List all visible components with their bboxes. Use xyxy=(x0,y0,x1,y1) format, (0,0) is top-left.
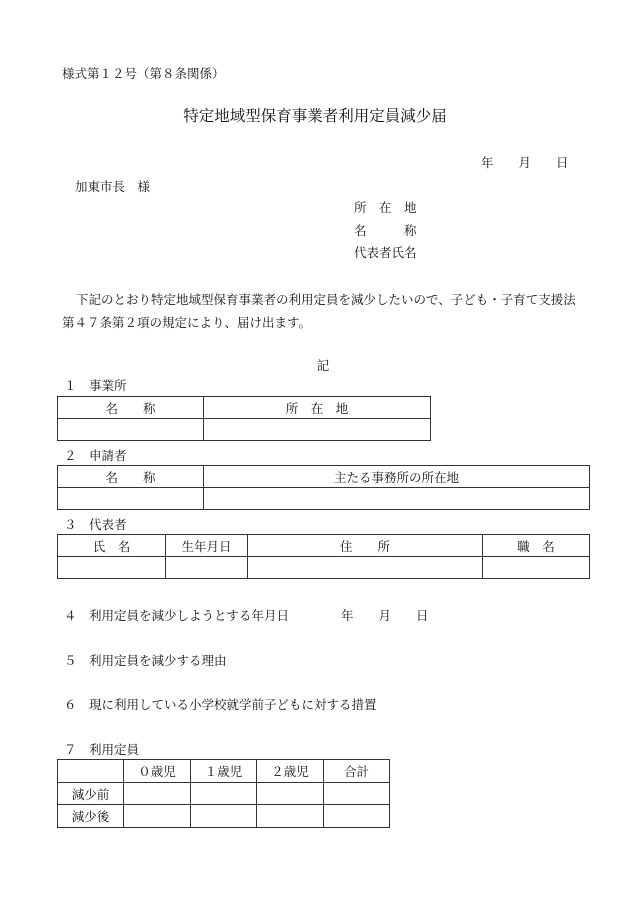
before-reduction-label: 減少前 xyxy=(58,783,124,805)
rep-address-header: 住 所 xyxy=(248,535,483,557)
before-age0-cell[interactable] xyxy=(124,783,191,805)
capacity-corner-cell xyxy=(58,760,124,783)
address-label: 所 在 地 xyxy=(354,200,417,215)
facility-name-cell[interactable] xyxy=(58,419,204,441)
capacity-table xyxy=(57,759,390,828)
section7-heading: ７ 利用定員 xyxy=(64,742,140,757)
applicant-office-header: 主たる事務所の所在地 xyxy=(204,466,590,488)
name-label: 名 称 xyxy=(354,223,417,238)
representative-label: 代表者氏名 xyxy=(354,245,417,260)
section2-heading: ２ 申請者 xyxy=(64,448,127,463)
representative-table xyxy=(57,534,590,579)
reduction-date: 年 月 日 xyxy=(341,608,429,623)
facility-address-header: 所 在 地 xyxy=(204,397,431,419)
rep-birthdate-header: 生年月日 xyxy=(166,535,248,557)
addressee: 加東市長 様 xyxy=(75,179,151,194)
facility-name-header: 名 称 xyxy=(58,397,204,419)
rep-title-cell[interactable] xyxy=(483,557,590,579)
before-total-cell[interactable] xyxy=(324,783,390,805)
section5-label: ５ 利用定員を減少する理由 xyxy=(64,653,227,668)
after-age0-cell[interactable] xyxy=(124,805,191,828)
applicant-table xyxy=(57,465,590,510)
rep-name-cell[interactable] xyxy=(58,557,166,579)
after-age1-cell[interactable] xyxy=(191,805,257,828)
age2-header: ２歳児 xyxy=(257,760,324,783)
total-header: 合計 xyxy=(324,760,390,783)
applicant-office-cell[interactable] xyxy=(204,488,590,510)
rep-birthdate-cell[interactable] xyxy=(166,557,248,579)
after-reduction-label: 減少後 xyxy=(58,805,124,828)
facility-table xyxy=(57,396,431,441)
after-age2-cell[interactable] xyxy=(257,805,324,828)
page-title: 特定地域型保育事業者利用定員減少届 xyxy=(183,107,447,125)
age1-header: １歳児 xyxy=(191,760,257,783)
applicant-name-header: 名 称 xyxy=(58,466,204,488)
before-age1-cell[interactable] xyxy=(191,783,257,805)
submission-date: 年 月 日 xyxy=(481,155,569,170)
before-age2-cell[interactable] xyxy=(257,783,324,805)
rep-title-header: 職 名 xyxy=(483,535,590,557)
rep-address-cell[interactable] xyxy=(248,557,483,579)
body-text-line1: 下記のとおり特定地域型保育事業者の利用定員を減少したいので、子ども・子育て支援法 xyxy=(76,292,576,307)
form-number: 様式第１２号（第８条関係） xyxy=(62,66,225,81)
after-total-cell[interactable] xyxy=(324,805,390,828)
body-text-line2: 第４７条第２項の規定により、届け出ます。 xyxy=(62,315,312,330)
ki-heading: 記 xyxy=(316,358,330,373)
section3-heading: ３ 代表者 xyxy=(64,517,127,532)
age0-header: ０歳児 xyxy=(124,760,191,783)
applicant-name-cell[interactable] xyxy=(58,488,204,510)
section6-label: ６ 現に利用している小学校就学前子どもに対する措置 xyxy=(64,697,377,712)
rep-name-header: 氏 名 xyxy=(58,535,166,557)
section4-label: ４ 利用定員を減少しようとする年月日 xyxy=(64,608,290,623)
facility-address-cell[interactable] xyxy=(204,419,431,441)
section1-heading: １ 事業所 xyxy=(64,378,127,393)
